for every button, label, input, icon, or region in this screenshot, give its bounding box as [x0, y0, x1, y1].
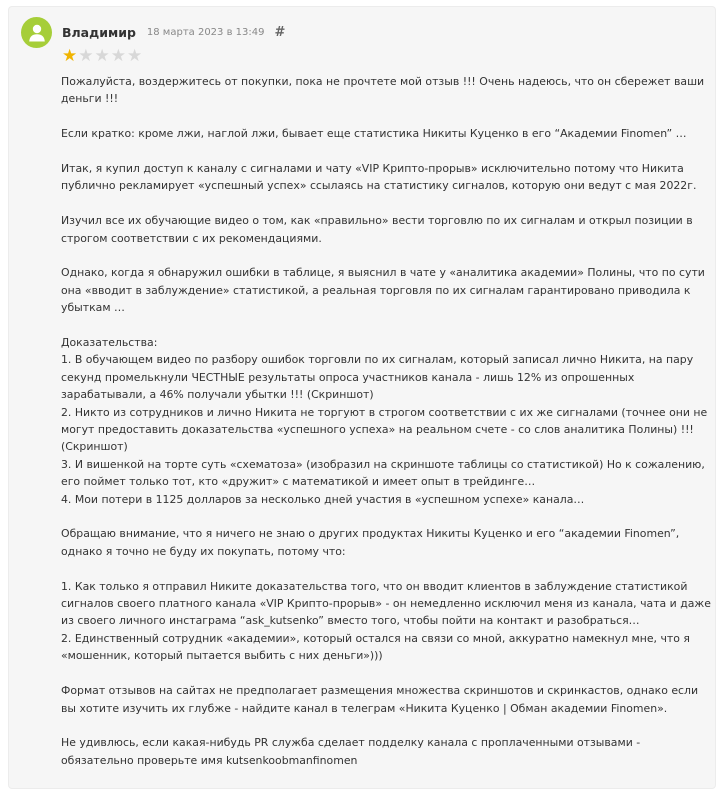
star-empty-icon: ★: [110, 46, 126, 66]
review-paragraph: Формат отзывов на сайтах не предполагает размещения множества скриншотов и скринкастов, однако если вы хотите изучить их глубже - найдите канал в телеграм «Никита Куценко | Обман академии Finomen».: [61, 684, 699, 715]
review-paragraph: Однако, когда я обнаружил ошибки в таблице, я выяснил в чате у «аналитика академии» Полины, что по сути она «вводит в заблуждение» статистикой, а реальная торговля по их сигналам гарантировано приводила к убыткам …: [61, 266, 705, 315]
review-paragraph: Обращаю внимание, что я ничего не знаю о других продуктах Никиты Куценко и его “академии Finomen”, однако я точно не буду их покупать, потому что:: [61, 527, 680, 558]
review-paragraph: Итак, я купил доступ к каналу с сигналами и чату «VIP Крипто-прорыв» исключительно потому что Никита публично рекламирует «успешный успех» ссылаясь на статистику сигналов, которую они ведут с мая 2022г.: [61, 162, 697, 193]
star-filled-icon: ★: [62, 46, 78, 66]
review-paragraph: Если кратко: кроме лжи, наглой лжи, бывает еще статистика Никиты Куценко в его “Академии Finomen” …: [61, 127, 687, 141]
review-author[interactable]: Владимир: [62, 24, 136, 40]
star-empty-icon: ★: [94, 46, 110, 66]
review-text: [61, 73, 711, 787]
permalink-hash-icon[interactable]: #: [274, 24, 286, 40]
review-date: 18 марта 2023 в 13:49: [146, 26, 265, 38]
review-paragraph: Изучил все их обучающие видео о том, как «правильно» вести торговлю по их сигналам и открыл позиции в строгом соответствии с их рекомендациями.: [61, 214, 693, 245]
review-card: [8, 6, 716, 789]
review-paragraph: Не удивлюсь, если какая-нибудь PR служба сделает подделку канала с проплаченными отзывами - обязательно проверьте имя kutsenkoobmanfinomen: [61, 736, 641, 767]
user-silhouette-icon: [28, 23, 46, 42]
rating-stars: [62, 47, 143, 65]
review-paragraph: Доказательства: 1. В обучающем видео по разбору ошибок торговли по их сигналам, который записал лично Никита, на пару секунд промелькнули ЧЕСТНЫЕ результаты опроса участников канала - лишь 12% из опрошенных зарабатывали, а 46% получали убытки !!! (Скриншот) 2. Никто из сотрудников и лично Никита не торгуют в строгом соответствии с их же сигналами (точнее они не могут предоставить доказательства «успешного успеха» на реальном счете - со слов аналитика Полины) !!! (Скриншот) 3. И вишенкой на торте суть «схематоза» (изобразил на скриншоте таблицы со статистикой) Но к сожалению, его поймет только тот, кто «дружит» с математикой и имеет опыт в трейдинге… 4. Мои потери в 1125 долларов за несколько дней участия в «успешном успехе» канала…: [61, 336, 708, 506]
star-empty-icon: ★: [127, 46, 143, 66]
review-header: [21, 16, 285, 48]
review-paragraph: 1. Как только я отправил Никите доказательства того, что он вводит клиентов в заблуждение статистикой сигналов своего платного канала «VIP Крипто-прорыв» - он немедленно исключил меня из канала, чата и даже из своего личного инстаграма “ask_kutsenko” вместо того, чтобы пойти на контакт и разобраться… 2. Единственный сотрудник «академии», который остался на связи со мной, аккуратно намекнул мне, что я «мошенник, который пытается выбить с них деньги»))): [61, 579, 711, 663]
star-empty-icon: ★: [78, 46, 94, 66]
user-avatar-icon[interactable]: [21, 17, 52, 48]
review-paragraph: Пожалуйста, воздержитесь от покупки, пока не прочтете мой отзыв !!! Очень надеюсь, что он сбережет ваши деньги !!!: [61, 75, 705, 106]
